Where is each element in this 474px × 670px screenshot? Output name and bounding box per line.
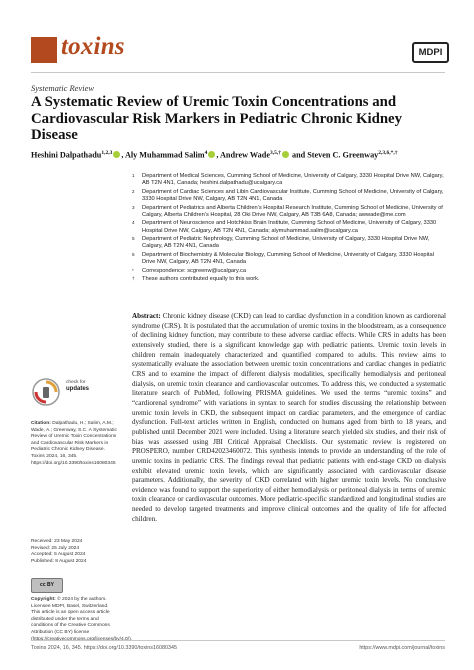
affiliation-number: 2 — [132, 188, 135, 194]
affiliation-item — [132, 173, 446, 188]
affiliation-number: 3 — [132, 204, 135, 210]
affiliation-number: * — [132, 267, 134, 273]
affiliation-item — [132, 205, 446, 220]
affiliation-number: 4 — [132, 220, 135, 226]
publisher-logo: MDPI — [412, 42, 449, 63]
orcid-icon[interactable] — [208, 151, 215, 158]
author-name: Andrew Wade — [219, 150, 270, 160]
affiliation-item — [132, 252, 446, 267]
orcid-icon[interactable] — [282, 151, 289, 158]
footer-journal-link[interactable]: https://www.mdpi.com/journal/toxins — [359, 645, 445, 651]
copyright-text: © 2024 by the authors. Licensee MDPI, Basel, Switzerland. This article is an open access article distributed under the terms and conditions of the Creative Commons Attribution (CC BY) license (https://creativecommons.org/licenses/by/4.0/). — [31, 597, 133, 642]
journal-logo-icon — [31, 37, 57, 63]
abstract-text: Chronic kidney disease (CKD) can lead to cardiac dysfunction in a condition known as cardiorenal syndrome (CRS). It is postulated that the accumulation of uremic toxins in the bloodstream, as a consequence of declining kidney function, may contribute to these adverse cardiac effects. While CRS in adults has been extensively studied, there is a significant knowledge gap with pediatric patients. Uremic toxin levels in children remain inadequately characterized and quantified compared to adults. This review aims to systematically evaluate the association between uremic toxin concentrations and cardiac changes in pediatric CRS and to examine the impact of different dialysis modalities, specifically hemodialysis and peritoneal dialysis, on uremic toxin clearance and cardiovascular outcomes. To address this, we conducted a systematic literature search of PubMed, following PRISMA guidelines. We used the terms “uremic toxins” and “cardiorenal syndrome” with variations in syntax to search for studies discussing the relationship between uremic toxin levels in CKD, the subsequent impact on cardiac parameters, and the emergence of cardiac dysfunction. Full-text articles written in English, conducted on humans aged from birth to 18 years, and published until December 2021 were included. Using a literature search yielded six studies, and their risk of bias was assessed using JBI Critical Appraisal Checklists. Our systematic review is registered on PROSPERO, number CRD42023460072. This synthesis intends to provide an understanding of the role of uremic toxins in pediatric CRS. The findings reveal that pediatric patients with end-stage CKD on dialysis exhibit elevated uremic toxin levels, which are significantly associated with cardiovascular disease parameters. Additionally, the severity of CKD correlated with higher uremic toxin levels. No conclusive evidence was found to support the superiority of either hemodialysis or peritoneal dialysis in terms of uremic toxin clearance or cardiovascular outcomes. More pediatric-specific standardized and longitudinal studies are needed to develop targeted treatments and improve clinical outcomes and the quality of life for affected children. — [132, 312, 446, 523]
author-affil-sup: 1,2,3 — [101, 150, 113, 156]
affiliation-item — [132, 220, 446, 235]
check-line2: updates — [66, 386, 90, 392]
author-affil-sup: 4 — [204, 150, 208, 156]
affiliation-text: Department of Biochemistry & Molecular Biology, Cumming School of Medicine, University of Calgary, 3330 Hospital Drive NW, Calgary, AB T2N 4N1, Canada — [142, 251, 434, 266]
article-title: A Systematic Review of Uremic Toxin Concentrations and Cardiovascular Risk Markers in Pediatric Chronic Kidney Disease — [31, 94, 403, 143]
footer — [31, 645, 445, 651]
author-affil-sup: 3,5,† — [269, 150, 281, 156]
affiliation-text: These authors contributed equally to this work. — [142, 276, 260, 283]
copyright-block — [31, 597, 133, 643]
author-affil-sup: 2,3,6,*,† — [378, 150, 398, 156]
published-date: Published: 8 August 2024 — [31, 558, 87, 564]
affiliation-list — [132, 173, 446, 285]
affiliation-text: Department of Neuroscience and Hotchkiss Brain Institute, Cumming School of Medicine, University of Calgary, 3330 Hospital Drive NW, Calgary, AB T2N 4N1, Canada; alymuhammad.salim@ucalgary.ca — [142, 220, 437, 234]
equal-contribution-note — [132, 276, 446, 283]
copyright-label: Copyright: — [31, 597, 56, 602]
journal-name: toxins — [61, 33, 125, 60]
author-name: Aly Muhammad Salim — [124, 150, 205, 160]
author-list: Heshini Dalpathadu$^{1,2,3}$ , Aly Muhammad Salim$^4$ , Andrew Wade$^{3,5,\dagger}$ and Steven C. Greenway$^{2,3,6,*,\dagger}$ — [31, 150, 398, 160]
accepted-date: Accepted: 5 August 2024 — [31, 552, 86, 558]
correspondence — [132, 268, 446, 275]
header-rule — [31, 72, 445, 73]
affiliation-text: Department of Cardiac Sciences and Libin Cardiovascular Institute, Cumming School of Medicine, University of Calgary, 3330 Hospital Drive NW, Calgary, AB T2N 4N1, Canada — [142, 188, 444, 203]
dates-block — [31, 539, 117, 565]
affiliation-item — [132, 236, 446, 251]
citation-label: Citation: — [31, 421, 51, 426]
author-name: Steven C. Greenway — [307, 150, 379, 160]
affiliation-number: 5 — [132, 236, 135, 242]
check-line1: check for — [66, 380, 86, 385]
affiliation-text: Department of Pediatric Nephrology, Cumming School of Medicine, University of Calgary, 3330 Hospital Drive NW, Calgary, AB T2N 4N1, Canada — [142, 236, 430, 250]
abstract-label: Abstract: — [132, 312, 161, 320]
affiliation-text: Department of Pediatrics and Alberta Children’s Hospital Research Institute, Cumming School of Medicine, University of Calgary, Alberta Children’s Hospital, 28 Oki Drive NW, Calgary, AB T3B 6A8, Canada; awwade@me.com — [142, 204, 443, 218]
citation-block — [31, 421, 117, 467]
orcid-icon[interactable] — [113, 151, 120, 158]
article-type: Systematic Review — [31, 83, 95, 93]
affiliation-number: 6 — [132, 251, 135, 257]
affiliation-item — [132, 189, 446, 204]
affiliation-number: 1 — [132, 173, 135, 178]
affiliation-number: † — [132, 276, 135, 282]
check-for-updates-label[interactable] — [66, 380, 89, 392]
author-name: Heshini Dalpathadu — [31, 150, 102, 160]
check-for-updates-icon[interactable] — [31, 377, 61, 407]
cc-by-license-badge[interactable]: cc BY — [31, 578, 63, 593]
affiliation-text: Correspondence: scgreenw@ucalgary.ca — [142, 267, 246, 274]
footer-rule — [31, 640, 445, 641]
footer-citation[interactable]: Toxins 2024, 16, 345. https://doi.org/10.3390/toxins16080345 — [31, 645, 177, 651]
received-date: Received: 23 May 2024 — [31, 539, 83, 544]
affiliation-text: Department of Medical Sciences, Cumming School of Medicine, University of Calgary, 3330 Hospital Drive NW, Calgary, AB T2N 4N1, Canada; heshini.dalpathadu@ucalgary.ca — [142, 173, 444, 187]
citation-text: Dalpathadu, H.; Salim, A.M.; Wade, A.; Greenway, S.C. A Systematic Review of Uremic Toxin Concentrations and Cardiovascular Risk Markers in Pediatric Chronic Kidney Disease. Toxins 2024, 16, 345. https://doi.org/10.3390/toxins16080345 — [31, 421, 117, 466]
abstract — [132, 312, 446, 524]
revised-date: Revised: 25 July 2024 — [31, 545, 80, 551]
